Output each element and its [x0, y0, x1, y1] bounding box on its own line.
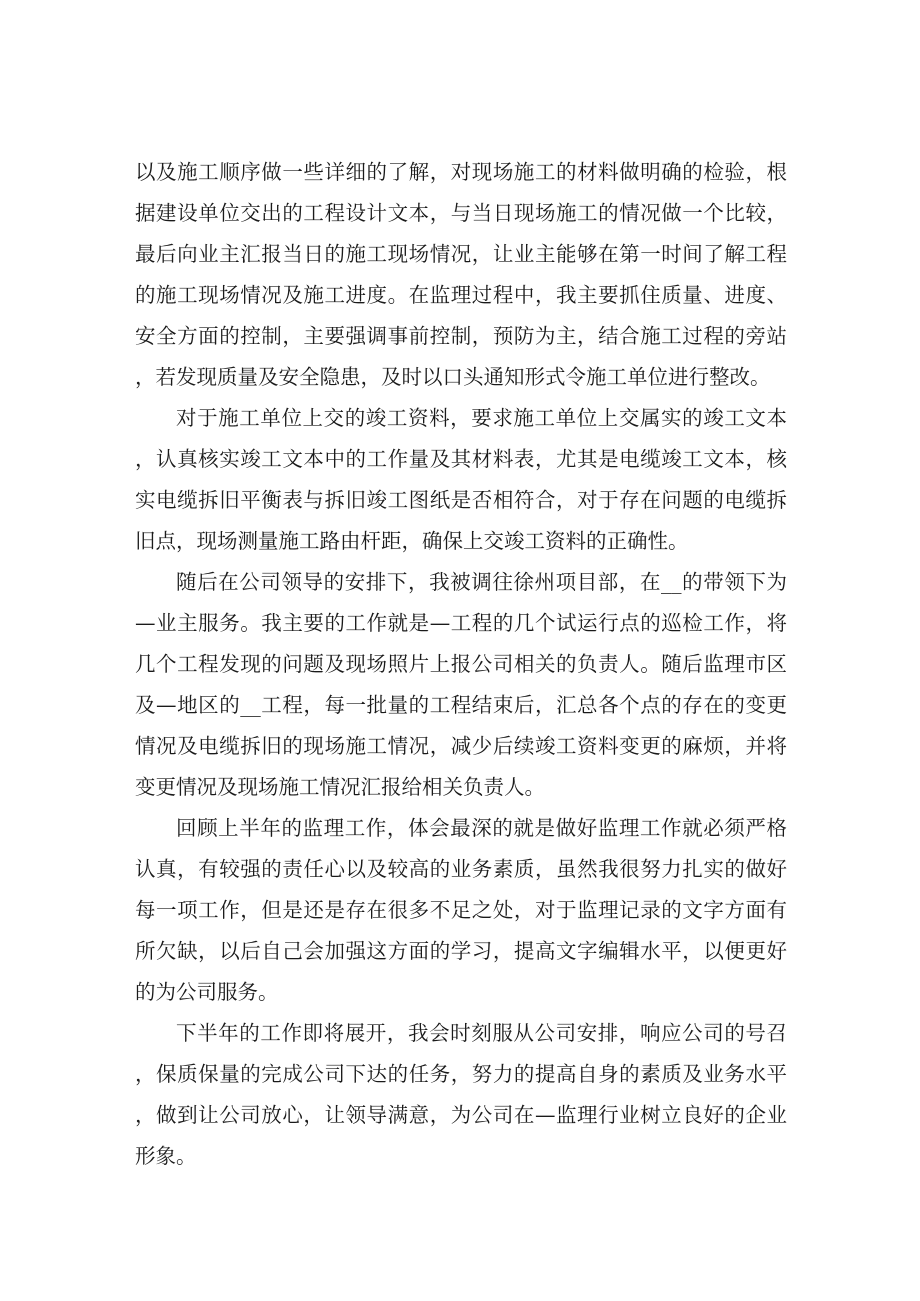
document-body — [135, 152, 787, 1177]
paragraph-second-half-plan: 下半年的工作即将展开，我会时刻服从公司安排，响应公司的号召，保质保量的完成公司下达的任务，努力的提高自身的素质及业务水平，做到让公司放心，让领导满意，为公司在—监理行业树立良好的企业形象。 — [135, 1021, 787, 1168]
paragraph-review: 回顾上半年的监理工作，体会最深的就是做好监理工作就必须严格认真，有较强的责任心以及较高的业务素质，虽然我很努力扎实的做好每一项工作，但是还是存在很多不足之处，对于监理记录的文字方面有所欠缺，以后自己会加强这方面的学习，提高文字编辑水平，以便更好的为公司服务。 — [135, 816, 787, 1004]
paragraph-xuzhou-project: 随后在公司领导的安排下，我被调往徐州项目部，在__的带领下为—业主服务。我主要的工作就是—工程的几个试运行点的巡检工作，将几个工程发现的问题及现场照片上报公司相关的负责人。随后监理市区及—地区的__工程，每一批量的工程结束后，汇总各个点的存在的变更情况及电缆拆旧的现场施工情况，减少后续竣工资料变更的麻烦，并将变更情况及现场施工情况汇报给相关负责人。 — [135, 570, 787, 799]
paragraph-continuation: 以及施工顺序做一些详细的了解，对现场施工的材料做明确的检验，根据建设单位交出的工程设计文本，与当日现场施工的情况做一个比较，最后向业主汇报当日的施工现场情况，让业主能够在第一时间了解工程的施工现场情况及施工进度。在监理过程中，我主要抓住质量、进度、安全方面的控制，主要强调事前控制，预防为主，结合施工过程的旁站，若发现质量及安全隐患，及时以口头通知形式令施工单位进行整改。 — [135, 160, 787, 389]
paragraph-completion-documents: 对于施工单位上交的竣工资料，要求施工单位上交属实的竣工文本，认真核实竣工文本中的工作量及其材料表，尤其是电缆竣工文本，核实电缆拆旧平衡表与拆旧竣工图纸是否相符合，对于存在问题的电缆拆旧点，现场测量施工路由杆距，确保上交竣工资料的正确性。 — [135, 406, 787, 553]
